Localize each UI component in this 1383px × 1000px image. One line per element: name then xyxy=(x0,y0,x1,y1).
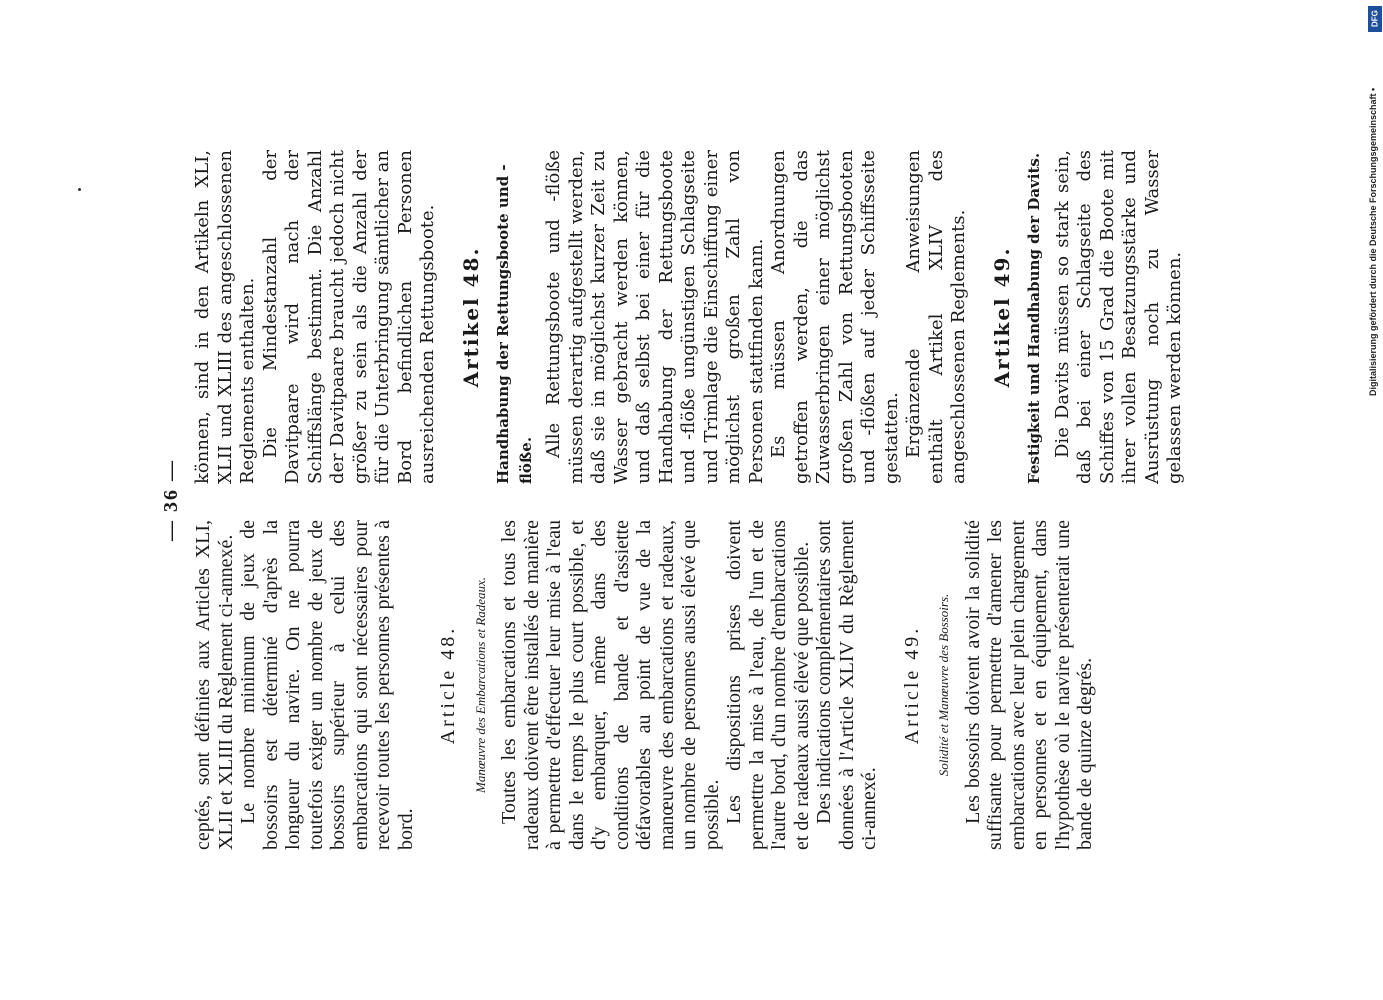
dfg-logo-icon: DFG xyxy=(1368,6,1382,32)
french-column xyxy=(192,520,1097,850)
french-paragraph-6: Les bossoirs doivent avoir la solidité suffisante pour permettre d'amener les embarcations avec leur plein chargement en personnes et en équipement, dans l'hypothèse où le navire présenterait une bande de quinze degrés. xyxy=(961,520,1096,850)
french-article-49-title: Article 49. xyxy=(900,625,923,745)
french-paragraph-4: Les dispositions prises doivent permettre la mise à l'eau, de l'un et de l'autre bord, d'un nombre d'embarcations et de radeaux aussi élevé que possible. xyxy=(723,520,813,850)
german-paragraph-1: können, sind in den Artikeln XLI, XLII und XLIII des angeschlossenen Reglements enthalten. xyxy=(192,150,258,484)
french-paragraph-1: ceptés, sont définies aux Articles XLI, XLII et XLIII du Règlement ci-annexé. xyxy=(192,520,237,850)
german-paragraph-4: Es müssen Anordnungen getroffen werden, die das Zuwasserbringen einer möglichst großen Zahl von Rettungsbooten und -flößen auf jeder Schiffsseite gestatten. xyxy=(768,150,902,484)
french-paragraph-5: Des indications complémentaires sont données à l'Article XLIV du Règlement ci-annexé. xyxy=(813,520,880,850)
german-paragraph-6: Die Davits müssen so stark sein, daß bei einer Schlagseite des Schiffes von 15 Grad die Boote mit ihrer vollen Besatzungsstärke und Ausrüstung noch zu Wasser gelassen werden können. xyxy=(1051,150,1185,484)
french-article-48-title: Article 48. xyxy=(437,625,459,745)
scan-speck xyxy=(78,188,81,191)
french-paragraph-3: Toutes les embarcations et tous les radeaux doivent être installés de manière à permettre d'effectuer leur mise à l'eau dans le temps le plus court possible, et d'y embarquer, même dans des conditions de bande et d'assiette défavorables au point de vue de la manœuvre des embarcations et radeaux, un nombre de personnes aussi élevé que possible. xyxy=(498,520,723,850)
french-paragraph-2: Le nombre minimum de jeux de bossoirs est déterminé d'après la longueur du navire. On ne pourra toutefois exiger un nombre de jeux de bossoirs supérieur à celui des embarcations qui sont nécessaires pour recevoir toutes les personnes présentes à bord. xyxy=(237,520,417,850)
dfg-credit-text: Digitalisierung gefördert durch die Deutsche Forschungsgemeinschaft • xyxy=(1368,87,1378,396)
german-paragraph-5: Ergänzende Anweisungen enthält Artikel XLIV des angeschlossenen Reglements. xyxy=(903,150,969,484)
dfg-credit xyxy=(1368,6,1382,396)
german-column xyxy=(192,150,1187,484)
german-article-49-subtitle: Festigkeit und Handhabung der Davits. xyxy=(1025,152,1043,484)
german-article-49-title: Artikel 49. xyxy=(989,246,1014,388)
german-paragraph-3: Alle Rettungsboote und -flöße müssen derartig aufgestellt werden, daß sie in möglichst kurzer Zeit zu Wasser gebracht werden können, und daß selbst bei einer für die Handhabung der Rettungsboote und -flöße ungünstigen Schlagseite und Trimlage die Einschiffung einer möglichst großen Zahl von Personen stattfinden kann. xyxy=(543,150,767,484)
french-article-49-subtitle: Solidité et Manœuvre des Bossoirs. xyxy=(936,593,951,777)
french-article-48-subtitle: Manœuvre des Embarcations et Radeaux. xyxy=(472,576,488,794)
page-number: — 36 — xyxy=(160,459,182,541)
german-article-48-title: Artikel 48. xyxy=(458,246,483,388)
german-article-48-subtitle: Handhabung der Rettungsboote und -flöße. xyxy=(494,164,535,484)
german-paragraph-2: Die Mindestanzahl der Davitpaare wird nach der Schiffslänge bestimmt. Die Anzahl der Davitpaare braucht jedoch nicht größer zu sein als die Anzahl der für die Unterbringung sämtlicher an Bord befindlichen Personen ausreichenden Rettungsboote. xyxy=(259,150,438,484)
rotated-document-page xyxy=(160,150,1185,850)
